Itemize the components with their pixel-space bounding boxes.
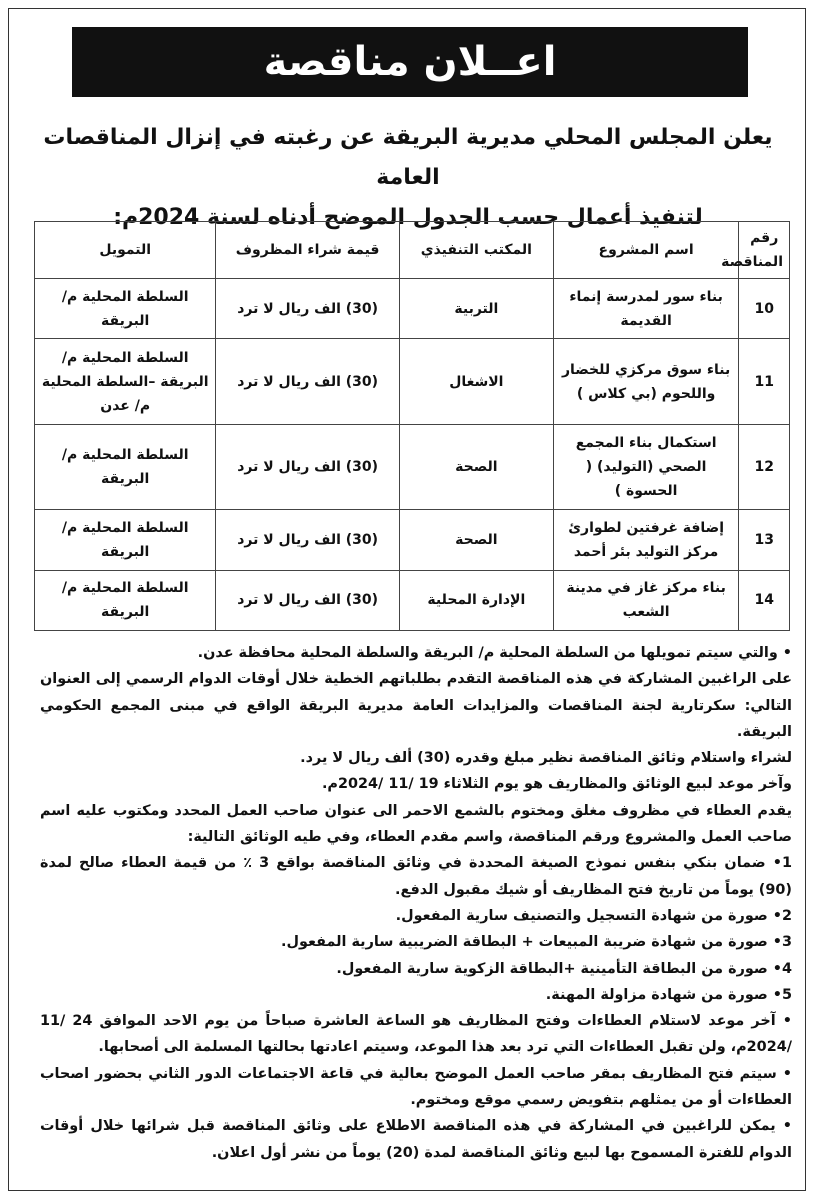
- table-row: [35, 339, 790, 425]
- opening-note: • سيتم فتح المظاريف بمقر صاحب العمل الموضح بعالية في قاعة الاجتماعات الدور الثاني بحضور اصحاب العطاءات أو من يمثلهم بتفويض رسمي موقع ومختوم.: [40, 1065, 792, 1109]
- announcement-body: [40, 640, 792, 1166]
- cell-price: (30) الف ريال لا ترد: [216, 510, 399, 570]
- tenders-table: [34, 221, 790, 631]
- header-funding: التمويل: [35, 222, 216, 279]
- cell-funding: السلطة المحلية م/ البريقة: [35, 424, 216, 510]
- header-tender-no: رقم المناقصة: [739, 222, 790, 279]
- header-executive-office: المكتب التنفيذي: [399, 222, 553, 279]
- header-project-name: اسم المشروع: [553, 222, 739, 279]
- table-row: [35, 424, 790, 510]
- cell-tender-no: 13: [739, 510, 790, 570]
- cell-project-name: استكمال بناء المجمع الصحي (التوليد) ( الحسوة ): [553, 424, 739, 510]
- announcement-title: اعــلان مناقصة: [72, 27, 748, 97]
- cell-tender-no: 10: [739, 279, 790, 339]
- table-row: [35, 279, 790, 339]
- table-header-row: [35, 222, 790, 279]
- required-document-3: 3• صورة من شهادة ضريبة المبيعات + البطاقة الضريبية سارية المفعول.: [281, 934, 792, 951]
- submission-address: على الراغبين المشاركة في هذه المناقصة التقدم بطلباتهم الخطية خلال أوقات الدوام الرسمي إلى العنوان التالي: سكرتارية لجنة المناقصات والمزايدات العامة مديرية البريقة الواقع في مبنى المجمع الحكومي البريقة.: [40, 671, 792, 740]
- cell-price: (30) الف ريال لا ترد: [216, 339, 399, 425]
- intro-line-1: يعلن المجلس المحلي مديرية البريقة عن رغبته في إنزال المناقصات العامة: [43, 125, 773, 190]
- cell-funding: السلطة المحلية م/ البريقة –السلطة المحلية م/ عدن: [35, 339, 216, 425]
- required-document-2: 2• صورة من شهادة التسجيل والتصنيف سارية المفعول.: [395, 907, 792, 924]
- cell-price: (30) الف ريال لا ترد: [216, 279, 399, 339]
- cell-office: الصحة: [399, 424, 553, 510]
- required-document-5: 5• صورة من شهادة مزاولة المهنة.: [545, 986, 792, 1003]
- cell-funding: السلطة المحلية م/ البريقة: [35, 279, 216, 339]
- cell-funding: السلطة المحلية م/ البريقة: [35, 570, 216, 630]
- bid-deadline-note: • آخر موعد لاستلام العطاءات وفتح المظاريف هو الساعة العاشرة صباحاً من يوم الاحد الموافق 24 /11 /2024م، ولن تقبل العطاءات التي ترد بعد هذا الموعد، وسيتم اعادتها بحالتها المسلمة الى أصحابها.: [40, 1013, 792, 1056]
- cell-tender-no: 14: [739, 570, 790, 630]
- cell-project-name: بناء سور لمدرسة إنماء القديمة: [553, 279, 739, 339]
- cell-project-name: بناء مركز غاز في مدينة الشعب: [553, 570, 739, 630]
- cell-office: الإدارة المحلية: [399, 570, 553, 630]
- cell-project-name: بناء سوق مركزي للخضار واللحوم (بي كلاس ): [553, 339, 739, 425]
- cell-office: الاشغال: [399, 339, 553, 425]
- cell-office: الصحة: [399, 510, 553, 570]
- intro-line-2: لتنفيذ أعمال حسب الجدول الموضح أدناه لسنة 2024م:: [113, 205, 703, 230]
- table-row: [35, 510, 790, 570]
- intro-text: [30, 118, 786, 238]
- cell-tender-no: 12: [739, 424, 790, 510]
- inspection-note: • يمكن للراغبين في المشاركة في هذه المناقصة الاطلاع على وثائق المناقصة قبل شرائها خلال أوقات الدوام للفترة المسموح بها لبيع وثائق المناقصة لمدة (20) يوماً من نشر أول اعلان.: [40, 1118, 792, 1161]
- cell-office: التربية: [399, 279, 553, 339]
- cell-price: (30) الف ريال لا ترد: [216, 570, 399, 630]
- required-document-4: 4• صورة من البطاقة التأمينية +البطاقة الزكوية سارية المفعول.: [336, 960, 792, 977]
- funding-note: • والتي سيتم تمويلها من السلطة المحلية م/ البريقة والسلطة المحلية محافظة عدن.: [197, 645, 792, 661]
- table-row: [35, 570, 790, 630]
- sale-deadline-note: وآخر موعد لبيع الوثائق والمظاريف هو يوم الثلاثاء 19 /11 /2024م.: [321, 776, 792, 793]
- purchase-fee-note: لشراء واستلام وثائق المناقصة نظير مبلغ وقدره (30) ألف ريال لا يرد.: [300, 750, 792, 767]
- envelope-instructions: يقدم العطاء في مظروف مغلق ومختوم بالشمع الاحمر الى عنوان صاحب العمل المحدد ومكتوب عليه اسم صاحب العمل والمشروع ورقم المناقصة، واسم مقدم العطاء، وفي طيه الوثائق التالية:: [40, 802, 792, 846]
- cell-price: (30) الف ريال لا ترد: [216, 424, 399, 510]
- cell-tender-no: 11: [739, 339, 790, 425]
- cell-funding: السلطة المحلية م/ البريقة: [35, 510, 216, 570]
- cell-project-name: إضافة غرفتين لطوارئ مركز التوليد بئر أحمد: [553, 510, 739, 570]
- required-document-1: 1• ضمان بنكي بنفس نموذج الصيغة المحددة في وثائق المناقصة بواقع 3 ٪ من قيمة العطاء صالح لمدة (90) يوماً من تاريخ فتح المظاريف أو شيك مقبول الدفع.: [40, 855, 792, 898]
- header-envelope-price: قيمة شراء المظروف: [216, 222, 399, 279]
